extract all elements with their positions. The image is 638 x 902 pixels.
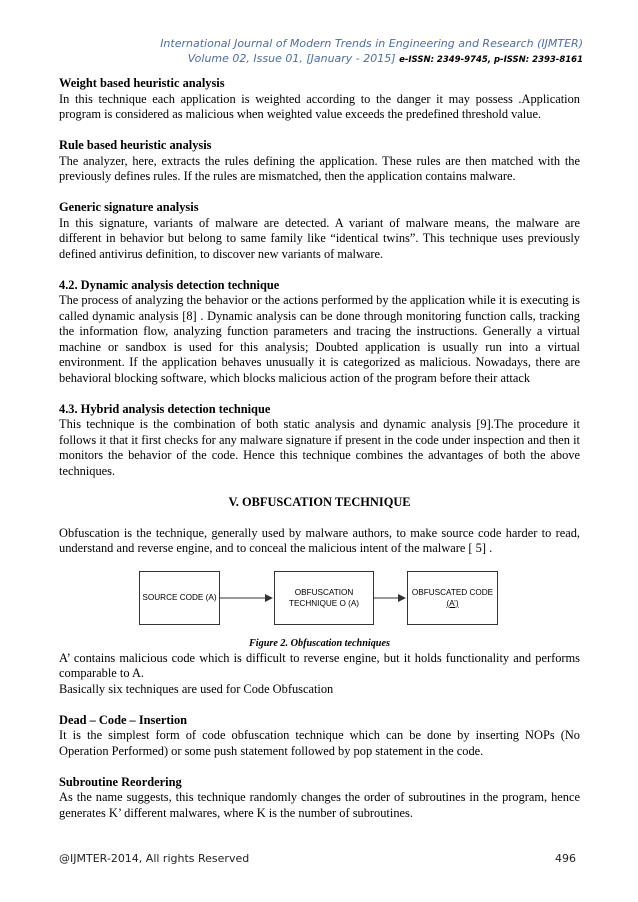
obfuscation-body: Obfuscation is the technique, generally used by malware authors, to make source code harder to read, understand and reverse engine, and to conceal the malicious intent of the malware [ 5] . (59, 525, 580, 555)
hybrid-body: This technique is the combination of both static analysis and dynamic analysis [9].The procedure it follows it that it first checks for any malware signature if present in the code under inspection and then it monitors the behavior of the code. Hence this technique combines the advantages of both the above techniques. (59, 417, 580, 478)
generic-body: In this signature, variants of malware are detected. A variant of malware means, the malware are different in behavior but belong to same family like “identical twins”. This technique uses previously defined antivirus definition, to discover new variants of malware. (59, 215, 580, 261)
generic-heading: Generic signature analysis (59, 200, 199, 214)
journal-header (160, 36, 583, 68)
journal-title: International Journal of Modern Trends in Engineering and Research (IJMTER) (160, 37, 583, 50)
obfuscation-figure (59, 571, 580, 651)
section-title: V. OBFUSCATION TECHNIQUE (228, 494, 411, 509)
page-footer (59, 852, 576, 865)
obfuscation-technique-box: OBFUSCATION TECHNIQUE O (A) (274, 571, 374, 625)
figure-caption: Figure 2. Obfuscation techniques (249, 637, 390, 649)
hybrid-heading: 4.3. Hybrid analysis detection technique (59, 401, 271, 416)
rule-heading: Rule based heuristic analysis (59, 138, 212, 152)
journal-issn: e-ISSN: 2349-9745, p-ISSN: 2393-8161 (399, 55, 583, 65)
after-figure-body-1: A’ contains malicious code which is difficult to reverse engine, but it holds functionality and performs comparable to A. (59, 650, 580, 680)
rule-body: The analyzer, here, extracts the rules defining the application. These rules are then matched with the previously defines rules. If the rules are mismatched, then the application contains malware. (59, 153, 580, 183)
dynamic-heading: 4.2. Dynamic analysis detection technique (59, 277, 280, 292)
subroutine-body: As the name suggests, this technique randomly changes the order of subroutines in the program, hence generates K’ different malwares, where K is the number of subroutines. (59, 790, 580, 820)
dead-code-heading: Dead – Code – Insertion (59, 712, 188, 727)
journal-volume: Volume 02, Issue 01, [January - 2015] e-ISSN: 2349-9745, p-ISSN: 2393-8161 (187, 52, 583, 65)
dead-code-body: It is the simplest form of code obfuscation technique which can be done by inserting NOPs (No Operation Performed) or some push statement followed by pop statement in the code. (59, 728, 580, 758)
page-content (59, 76, 580, 821)
weight-heading: Weight based heuristic analysis (59, 76, 225, 90)
source-code-box: SOURCE CODE (A) (139, 571, 220, 625)
weight-body: In this technique each application is weighted according to the danger it may possess .Application program is considered as malicious when weighted value exceeds the predefined threshold value. (59, 91, 580, 121)
after-figure-body-2: Basically six techniques are used for Code Obfuscation (59, 681, 334, 696)
obfuscated-code-box: OBFUSCATED CODE (A’) (407, 571, 498, 625)
subroutine-heading: Subroutine Reordering (59, 774, 182, 789)
footer-copyright: @IJMTER-2014, All rights Reserved (59, 852, 250, 865)
page-number: 496 (555, 852, 576, 865)
dynamic-body: The process of analyzing the behavior or the actions performed by the application while it is executing is called dynamic analysis [8] . Dynamic analysis can be done through monitoring function calls, tracking the information flow, analyzing function parameters and tracing the instructions. Generally a virtual machine or sandbox is used for this analysis; Doubted application is usually run into a virtual environment. If the application behaves unusually it is categorized as malicious. Nowadays, there are behavioral blocking software, which blocks malicious action of the program before their attack (59, 293, 580, 385)
